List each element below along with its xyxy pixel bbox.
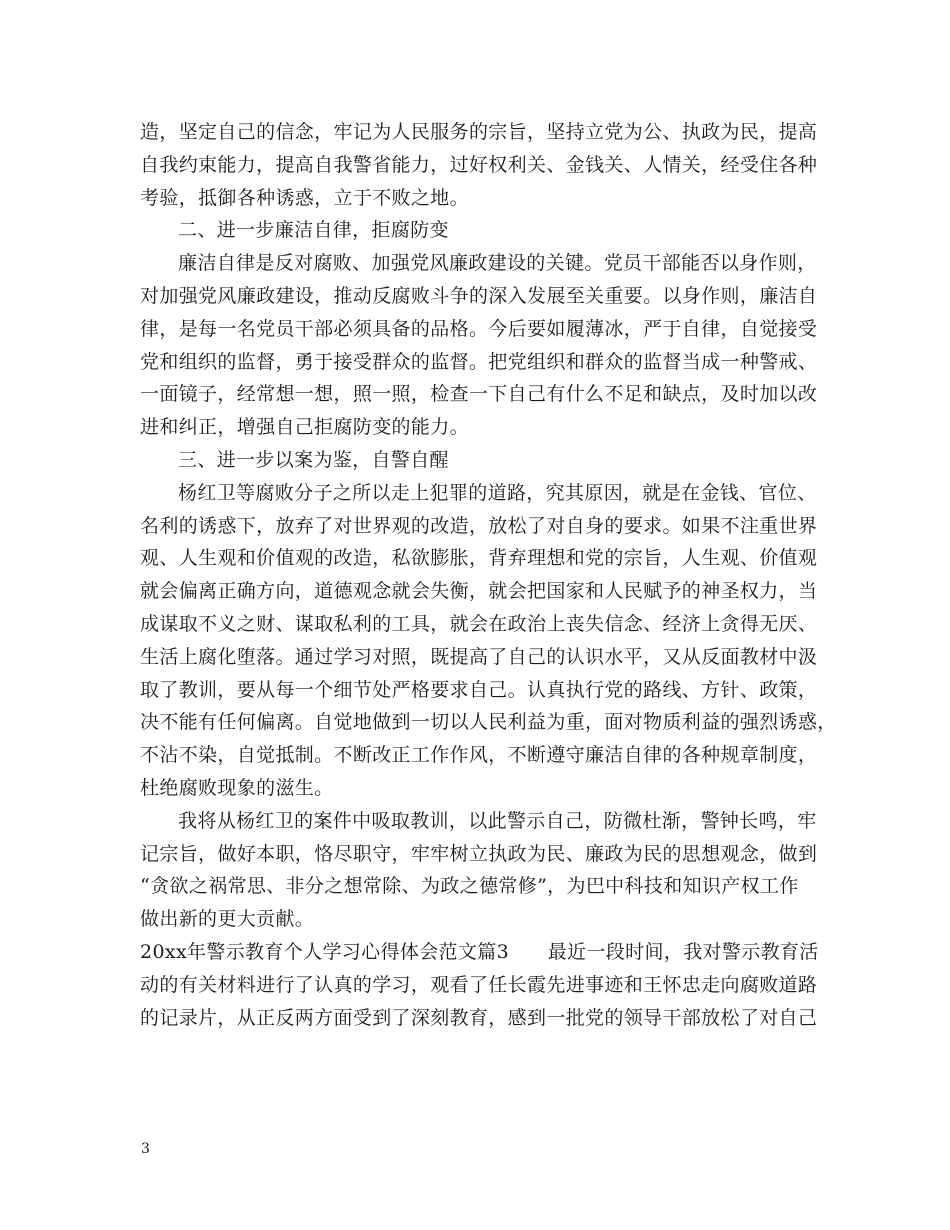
text-line: 取了教训，要从每一个细节处严格要求自己。认真执行党的路线、方针、政策， <box>140 678 818 701</box>
text-line: 二、进一步廉洁自律，拒腐防变 <box>178 219 449 242</box>
page-number: 3 <box>141 1141 150 1157</box>
text-line: 生活上腐化堕落。通过学习对照，既提高了自己的认识水平，又从反面教材中汲 <box>140 645 818 668</box>
text-line: 决不能有任何偏离。自觉地做到一切以人民利益为重，面对物质利益的强烈诱惑， <box>140 711 837 734</box>
text-line: 20xx年警示教育个人学习心得体会范文篇3 最近一段时间，我对警示教育活 <box>140 940 819 963</box>
text-line: 做出新的更大贡献。 <box>140 908 315 931</box>
text-line: 一面镜子，经常想一想，照一照，检查一下自己有什么不足和缺点，及时加以改 <box>140 383 818 406</box>
text-line: 就会偏离正确方向，道德观念就会失衡，就会把国家和人民赋予的神圣权力，当 <box>140 580 818 603</box>
text-line: 进和纠正，增强自己拒腐防变的能力。 <box>140 416 469 439</box>
text-line: 党和组织的监督，勇于接受群众的监督。把党组织和群众的监督当成一种警戒、 <box>140 350 818 373</box>
text-line: 记宗旨，做好本职，恪尽职守，牢牢树立执政为民、廉政为民的思想观念，做到 <box>140 842 818 865</box>
text-line: 律，是每一名党员干部必须具备的品格。今后要如履薄冰，严于自律，自觉接受 <box>140 317 818 340</box>
text-line: 造，坚定自己的信念，牢记为人民服务的宗旨，坚持立党为公、执政为民，提高 <box>140 121 818 143</box>
text-line: 我将从杨红卫的案件中吸取教训，以此警示自己，防微杜渐，警钟长鸣，牢 <box>178 809 817 832</box>
text-line: “贪欲之祸常思、非分之想常除、为政之德常修”，为巴中科技和知识产权工作 <box>140 875 799 898</box>
text-line: 动的有关材料进行了认真的学习，观看了任长霞先进事迹和王怀忠走向腐败道路 <box>140 973 818 996</box>
text-line: 自我约束能力，提高自我警省能力，过好权利关、金钱关、人情关，经受住各种 <box>140 153 818 176</box>
document-body <box>140 116 837 1034</box>
text-line: 对加强党风廉政建设，推动反腐败斗争的深入发展至关重要。以身作则，廉洁自 <box>140 284 818 307</box>
text-line: 的记录片，从正反两方面受到了深刻教育，感到一批党的领导干部放松了对自己 <box>140 1006 818 1029</box>
text-line: 成谋取不义之财、谋取私利的工具，就会在政治上丧失信念、经济上贪得无厌、 <box>140 612 818 635</box>
text-line: 名利的诱惑下，放弃了对世界观的改造，放松了对自身的要求。如果不注重世界 <box>140 514 818 537</box>
text-line: 考验，抵御各种诱惑，立于不败之地。 <box>140 186 469 209</box>
text-line: 不沾不染，自觉抵制。不断改正工作作风，不断遵守廉洁自律的各种规章制度， <box>140 744 818 767</box>
text-line: 杨红卫等腐败分子之所以走上犯罪的道路，究其原因，就是在金钱、官位、 <box>178 481 817 504</box>
text-line: 廉洁自律是反对腐败、加强党风廉政建设的关键。党员干部能否以身作则， <box>178 252 817 275</box>
text-line: 三、进一步以案为鉴，自警自醒 <box>178 448 449 471</box>
text-line: 杜绝腐败现象的滋生。 <box>140 776 334 799</box>
text-line: 观、人生观和价值观的改造，私欲膨胀，背弃理想和党的宗旨，人生观、价值观 <box>140 547 818 570</box>
